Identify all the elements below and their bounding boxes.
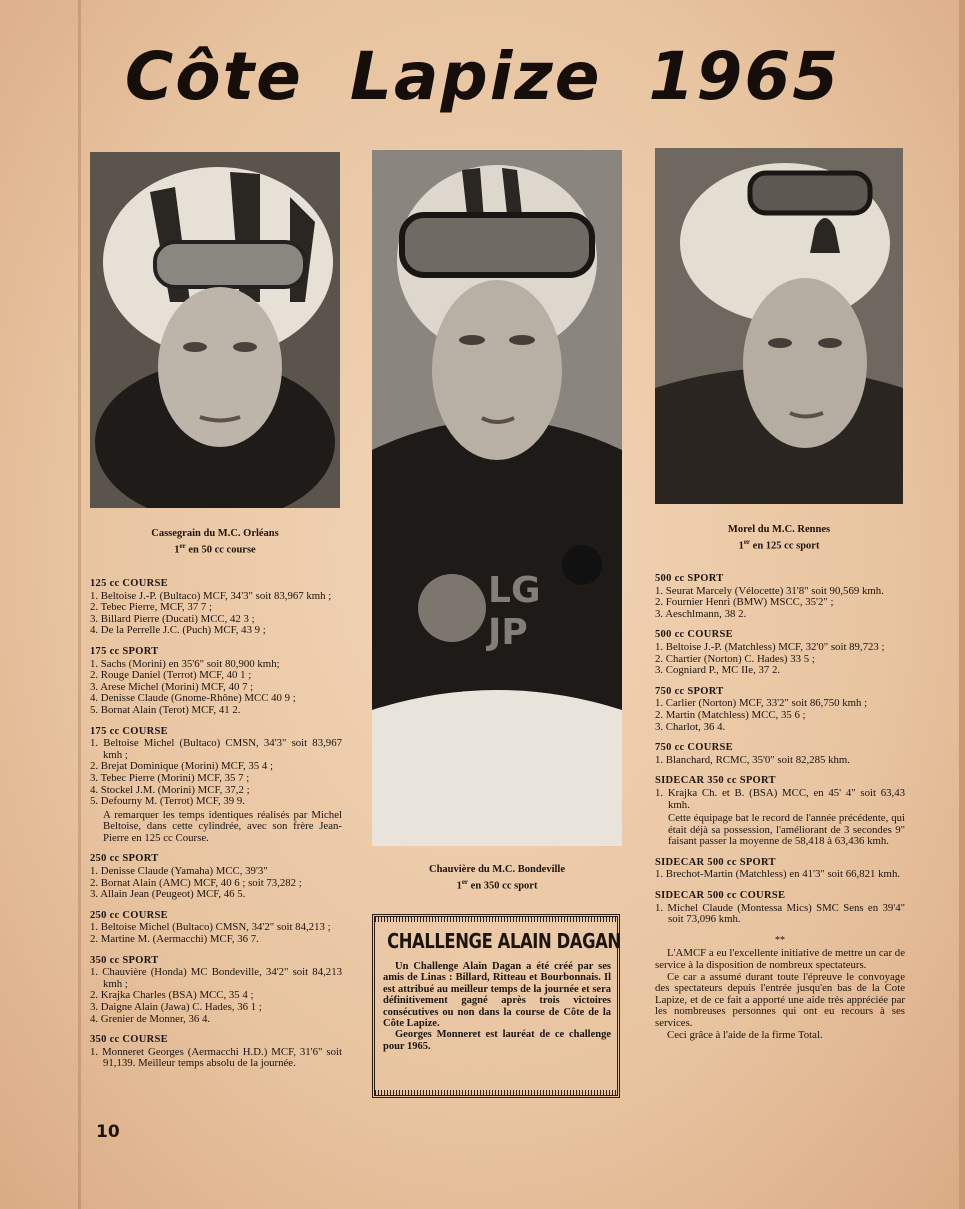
rank-class: en 125 cc sport — [750, 540, 820, 552]
challenge-content — [383, 929, 621, 1052]
page-number: 10 — [96, 1122, 120, 1142]
section-heading: SIDECAR 500 cc COURSE — [655, 890, 786, 902]
result-entry: 4. Stockel J.M. (Morini) MCF, 37,2 ; — [90, 783, 250, 796]
results-section — [655, 629, 905, 676]
results-right-column — [655, 573, 905, 1041]
result-entry: 2. Brejat Dominique (Morini) MCF, 35 4 ; — [90, 760, 273, 773]
results-section — [655, 775, 905, 848]
watermark-logo — [410, 552, 560, 662]
results-section — [655, 686, 905, 733]
result-entry: 2. Tebec Pierre, MCF, 37 7 ; — [90, 601, 213, 614]
caption-chauviere — [380, 864, 614, 893]
result-entry: 1. Carlier (Norton) MCF, 33'2" soit 86,750 kmh ; — [655, 697, 868, 710]
rank-number: 1 — [456, 880, 462, 892]
challenge-box — [372, 914, 620, 1098]
result-entry: 2. Martine M. (Aermacchi) MCF, 36 7. — [90, 933, 259, 946]
challenge-text — [383, 961, 611, 1052]
results-section — [655, 573, 905, 620]
result-entry: 3. Billard Pierre (Ducati) MCC, 42 3 ; — [90, 612, 255, 625]
result-entry: 3. Tebec Pierre (Morini) MCF, 35 7 ; — [90, 771, 250, 784]
section-note: A remarquer les temps identiques réalisés par Michel Beltoise, dans cette cylindrée, avec son frère Jean-Pierre en 125 cc Course. — [103, 808, 342, 844]
rank-sup: er — [743, 538, 751, 546]
result-entry: 5. Bornat Alain (Terot) MCF, 41 2. — [90, 703, 241, 716]
results-section — [655, 857, 905, 881]
result-entry: 3. Charlot, 36 4. — [655, 720, 726, 733]
result-entry: 3. Daigne Alain (Jawa) C. Hades, 36 1 ; — [90, 1001, 262, 1013]
results-section — [90, 646, 342, 717]
caption-morel — [664, 524, 894, 553]
result-entry: 4. De la Perrelle J.C. (Puch) MCF, 43 9 ; — [90, 624, 266, 637]
results-section — [90, 853, 342, 900]
rank-number: 1 — [174, 544, 180, 556]
watermark-line2: JP — [488, 612, 528, 653]
section-heading: 500 cc SPORT — [655, 573, 724, 584]
rank-class: en 350 cc sport — [468, 880, 538, 892]
closing-paragraph: Ceci grâce à l'aide de la firme Total. — [667, 1028, 823, 1041]
rank-class: en 50 cc course — [185, 544, 256, 556]
closing-paragraph: Ce car a assumé durant toute l'épreuve le convoyage des spectateurs depuis l'entrée jusqu'en bas de la Cote Lapize, et de ce fait a apporté une aide très appréciée par les nombreuses personnes qui ont eu recours à ses services. — [655, 970, 905, 1029]
results-section — [90, 726, 342, 845]
rank-sup: er — [461, 878, 469, 886]
page-title: Côte Lapize 1965 — [124, 38, 841, 115]
rank-number: 1 — [738, 540, 744, 552]
result-entry: 5. Defourny M. (Terrot) MCF, 39 9. — [90, 795, 245, 808]
challenge-title: CHALLENGE ALAIN DAGAN — [387, 929, 621, 953]
result-entry: 2. Krajka Charles (BSA) MCC, 35 4 ; — [90, 989, 254, 1002]
result-entry: 2. Fournier Henri (BMW) MSCC, 35'2" ; — [655, 596, 834, 609]
result-entry: 1. Beltoise J.-P. (Bultaco) MCF, 34'3" soit 83,967 kmh ; — [90, 589, 332, 602]
results-section — [90, 955, 342, 1026]
rider-portrait-right — [655, 148, 903, 504]
result-entry: 1. Beltoise Michel (Bultaco) CMSN, 34'3" soit 83,967 kmh ; — [90, 737, 342, 761]
section-heading: 175 cc COURSE — [90, 725, 168, 737]
section-heading: SIDECAR 500 cc SPORT — [655, 856, 776, 868]
result-entry: 1. Blanchard, RCMC, 35'0" soit 82,285 khm. — [655, 753, 850, 766]
results-left-column — [90, 578, 342, 1079]
section-heading: 750 cc COURSE — [655, 742, 733, 754]
section-heading: 350 cc COURSE — [90, 1034, 168, 1046]
section-heading: 750 cc SPORT — [655, 685, 724, 697]
separator-stars: ** — [775, 934, 785, 946]
caption-rank — [100, 540, 330, 557]
challenge-paragraph: Georges Monneret est lauréat de ce challenge pour 1965. — [383, 1029, 611, 1052]
section-heading: 175 cc SPORT — [90, 645, 159, 657]
result-entry: 1. Sachs (Morini) en 35'6" soit 80,900 kmh; — [90, 657, 280, 670]
rank-sup: er — [179, 542, 186, 550]
result-entry: 3. Allain Jean (Peugeot) MCF, 46 5. — [90, 888, 246, 901]
section-heading: 500 cc COURSE — [655, 629, 733, 641]
page-fold — [78, 0, 81, 1209]
closing-paragraph: L'AMCF a eu l'excellente initiative de mettre un car de service à la disposition de nombreux spectateurs. — [655, 947, 905, 972]
caption-line: Cassegrain du M.C. Orléans — [151, 528, 279, 539]
photo-morel — [655, 148, 903, 504]
result-entry: 4. Denisse Claude (Gnome-Rhône) MCC 40 9 ; — [90, 692, 296, 705]
result-entry: 1. Krajka Ch. et B. (BSA) MCC, en 45' 4" soit 63,43 kmh. — [655, 786, 905, 811]
caption-line: Morel du M.C. Rennes — [727, 524, 831, 535]
rider-portrait-left — [90, 152, 340, 508]
result-entry: 1. Beltoise Michel (Bultaco) CMSN, 34'2" soit 84,213 ; — [90, 921, 331, 934]
results-section — [90, 910, 342, 946]
results-section — [655, 742, 905, 766]
result-entry: 1. Monneret Georges (Aermacchi H.D.) MCF, 31'6" soit 91,139. Meilleur temps absolu de la journée. — [90, 1045, 342, 1070]
page-edge — [959, 0, 965, 1209]
section-heading: 350 cc SPORT — [90, 954, 159, 966]
results-section — [90, 1034, 342, 1070]
result-entry: 3. Arese Michel (Morini) MCF, 40 7 ; — [90, 680, 254, 693]
result-entry: 1. Brechot-Martin (Matchless) en 41'3" soit 66,821 kmh. — [655, 868, 901, 881]
section-heading: 250 cc COURSE — [90, 909, 168, 921]
results-section — [655, 890, 905, 926]
section-heading: 250 cc SPORT — [90, 853, 159, 865]
section-heading: 125 cc COURSE — [90, 578, 168, 589]
caption-line: Chauvière du M.C. Bondeville — [428, 864, 566, 875]
result-entry: 3. Aeschlmann, 38 2. — [655, 607, 747, 620]
result-entry: 1. Michel Claude (Montessa Mics) SMC Sens en 39'4" soit 73,096 kmh. — [655, 901, 905, 926]
result-entry: 1. Beltoise J.-P. (Matchless) MCF, 32'0" soit 89,723 ; — [655, 640, 885, 653]
caption-cassegrain — [100, 528, 330, 557]
results-section — [90, 578, 342, 637]
result-entry: 4. Grenier de Monner, 36 4. — [90, 1012, 211, 1025]
section-heading: SIDECAR 350 cc SPORT — [655, 775, 776, 787]
result-entry: 2. Chartier (Norton) C. Hades) 33 5 ; — [655, 652, 815, 665]
result-entry: 1. Chauvière (Honda) MC Bondeville, 34'2" soit 84,213 kmh ; — [90, 966, 342, 990]
result-entry: 2. Bornat Alain (AMC) MCF, 40 6 ; soit 73,282 ; — [90, 876, 302, 889]
caption-rank — [380, 876, 614, 893]
challenge-paragraph: Un Challenge Alain Dagan a été créé par ses amis de Linas : Billard, Ritteau et Bourbonnais. Il est attribué au meilleur temps de la journée et sera définitivement gagné après trois victoires consécutives ou non dans la course de Côte de la Côte Lapize. — [383, 961, 611, 1030]
photo-chauviere — [372, 150, 622, 846]
watermark-line1: LG — [488, 570, 541, 611]
result-entry: 3. Cogniard P., MC IIe, 37 2. — [655, 664, 781, 677]
photo-cassegrain — [90, 152, 340, 508]
result-entry: 1. Denisse Claude (Yamaha) MCC, 39'3" — [90, 865, 268, 878]
rider-portrait-center — [372, 150, 622, 846]
result-entry: 2. Martin (Matchless) MCC, 35 6 ; — [655, 708, 806, 721]
result-entry: 2. Rouge Daniel (Terrot) MCF, 40 1 ; — [90, 669, 252, 682]
caption-rank — [664, 536, 894, 553]
section-note: Cette équipage bat le record de l'année précédente, qui était déjà sa possession, l'améliorant de 3 secondes 9" faisant passer la moyenne de 58,418 à 63,436 kmh. — [668, 812, 905, 848]
result-entry: 1. Seurat Marcely (Vélocette) 31'8" soit 90,569 kmh. — [655, 584, 884, 597]
